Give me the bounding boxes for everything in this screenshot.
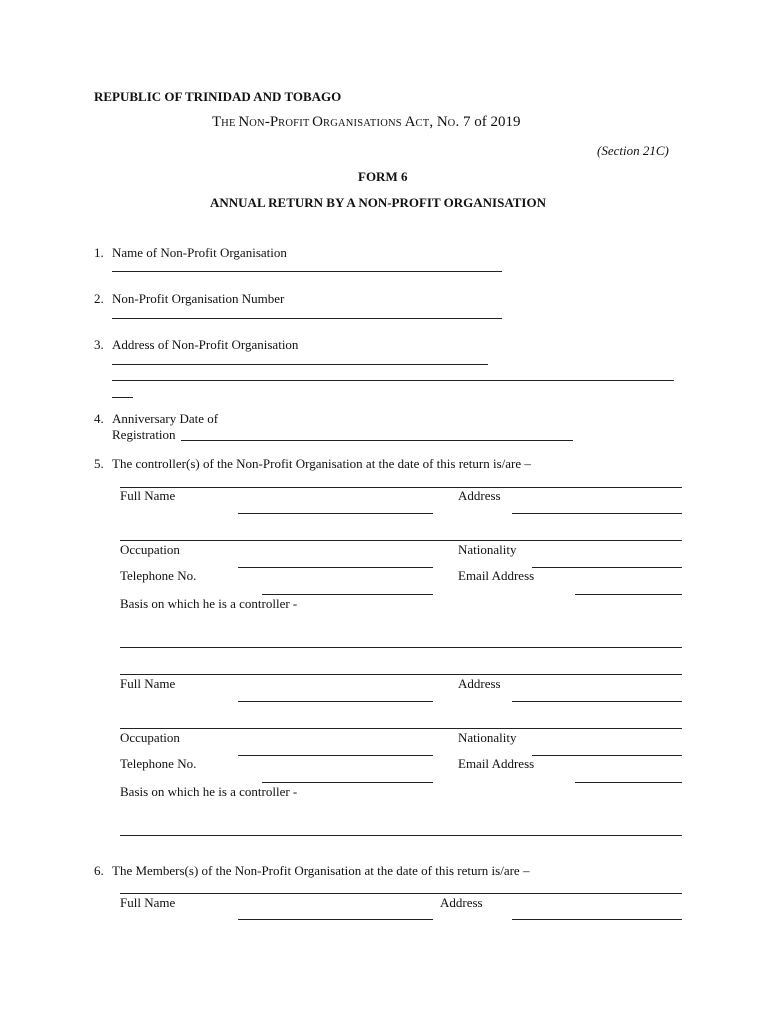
controller-2-nationality-field[interactable]	[532, 755, 682, 756]
controller-2-email-field[interactable]	[575, 782, 682, 783]
item-4-number: 4.	[94, 411, 104, 426]
controller-1-telephone-field[interactable]	[262, 594, 433, 595]
controller-2-basis-label: Basis on which he is a controller -	[120, 784, 298, 799]
controller-2-mid-rule	[120, 728, 682, 729]
controller-1-occupation-label: Occupation	[120, 542, 180, 557]
form-title: ANNUAL RETURN BY A NON-PROFIT ORGANISATION	[210, 195, 546, 210]
controller-2-telephone-label: Telephone No.	[120, 756, 197, 771]
item-4-label-line-1: Anniversary Date of	[112, 411, 219, 426]
act-title: THE NON-PROFIT ORGANISATIONS ACT, NO. 7 of 2019	[212, 114, 521, 130]
controller-1-email-field[interactable]	[575, 594, 682, 595]
member-1-address-label: Address	[440, 895, 483, 910]
member-1-full-name-field[interactable]	[238, 919, 433, 920]
item-6-number: 6.	[94, 863, 104, 878]
controller-1-basis-label: Basis on which he is a controller -	[120, 596, 298, 611]
item-3-number: 3.	[94, 337, 104, 352]
republic-heading: REPUBLIC OF TRINIDAD AND TOBAGO	[94, 89, 342, 104]
address-field-line-2[interactable]	[112, 380, 674, 381]
controller-1-email-label: Email Address	[458, 568, 535, 583]
item-6-label: The Members(s) of the Non-Profit Organisation at the date of this return is/are –	[112, 863, 530, 878]
controller-2-occupation-field[interactable]	[238, 755, 433, 756]
controller-2-email-label: Email Address	[458, 756, 535, 771]
item-2-number: 2.	[94, 291, 104, 306]
controller-2-address-field[interactable]	[512, 701, 682, 702]
item-1-label: Name of Non-Profit Organisation	[112, 245, 287, 260]
section-reference: (Section 21C)	[597, 143, 669, 158]
controller-2-address-label: Address	[458, 676, 501, 691]
member-1-address-field[interactable]	[512, 919, 682, 920]
controller-1-full-name-label: Full Name	[120, 488, 176, 503]
controller-1-address-label: Address	[458, 488, 501, 503]
controller-1-nationality-field[interactable]	[532, 567, 682, 568]
item-1-number: 1.	[94, 245, 104, 260]
address-field-line-1[interactable]	[112, 364, 488, 365]
form-number: FORM 6	[358, 169, 408, 184]
org-number-field[interactable]	[112, 318, 502, 319]
controller-2-occupation-label: Occupation	[120, 730, 180, 745]
member-1-top-rule	[120, 893, 682, 894]
address-field-line-3[interactable]	[112, 397, 133, 398]
org-name-field[interactable]	[112, 271, 502, 272]
anniversary-date-field[interactable]	[181, 440, 573, 441]
controller-2-telephone-field[interactable]	[262, 782, 433, 783]
item-3-label: Address of Non-Profit Organisation	[112, 337, 299, 352]
controller-2-basis-field[interactable]	[120, 835, 682, 836]
controller-2-nationality-label: Nationality	[458, 730, 517, 745]
controller-2-top-rule	[120, 674, 682, 675]
item-2-label: Non-Profit Organisation Number	[112, 291, 285, 306]
controller-1-address-field[interactable]	[512, 513, 682, 514]
controller-1-basis-field[interactable]	[120, 647, 682, 648]
controller-2-full-name-label: Full Name	[120, 676, 176, 691]
controller-1-full-name-field[interactable]	[238, 513, 433, 514]
item-5-number: 5.	[94, 456, 104, 471]
controller-2-full-name-field[interactable]	[238, 701, 433, 702]
controller-1-top-rule	[120, 487, 682, 488]
controller-1-mid-rule	[120, 540, 682, 541]
controller-1-occupation-field[interactable]	[238, 567, 433, 568]
controller-1-nationality-label: Nationality	[458, 542, 517, 557]
controller-1-telephone-label: Telephone No.	[120, 568, 197, 583]
item-5-label: The controller(s) of the Non-Profit Organisation at the date of this return is/are –	[112, 456, 531, 471]
member-1-full-name-label: Full Name	[120, 895, 176, 910]
item-4-label-line-2: Registration	[112, 427, 176, 442]
